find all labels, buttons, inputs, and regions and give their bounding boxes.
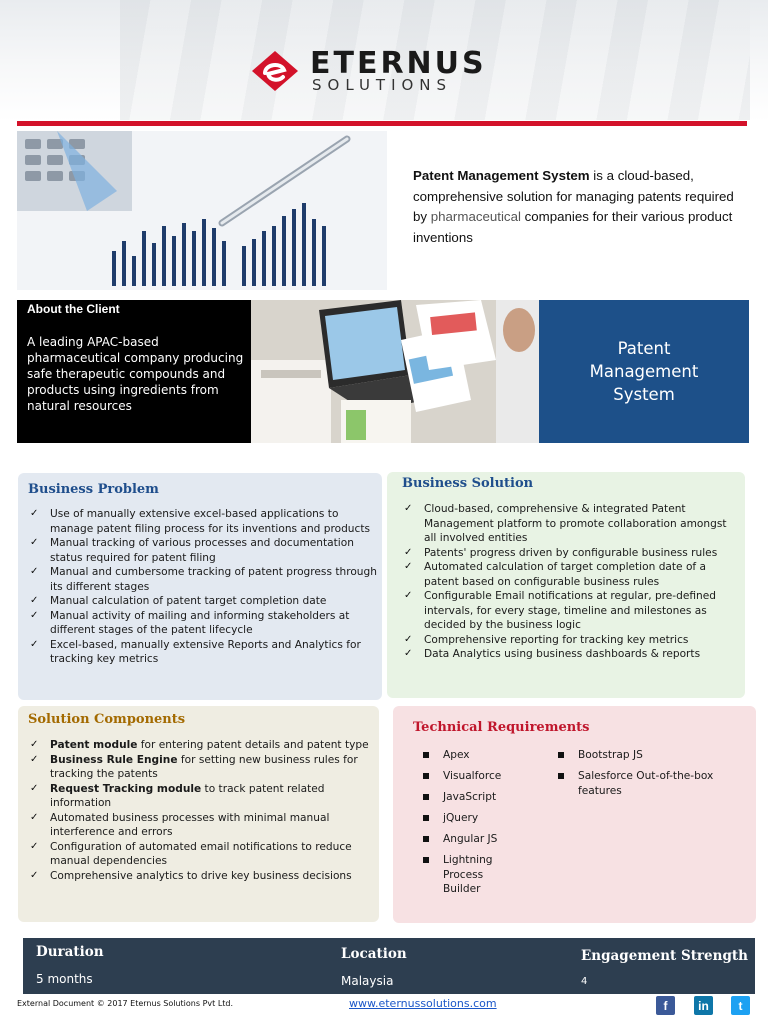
square-bullet-icon	[558, 773, 564, 779]
intro-pharma-word: pharmaceutical	[430, 209, 521, 224]
product-title-text: Patent Management System	[589, 339, 699, 404]
logo-subtitle: SOLUTIONS	[312, 76, 453, 94]
business-problem-title: Business Problem	[28, 482, 159, 497]
list-item: ✓ Excel-based, manually extensive Reports and Analytics for tracking key metrics	[30, 638, 361, 665]
list-item: Bootstrap JS	[556, 748, 726, 763]
about-client-text: A leading APAC-based pharmaceutical company producing safe therapeutic compounds and products using ingredients from natural resources	[27, 335, 244, 413]
business-solution-title: Business Solution	[402, 476, 534, 491]
list-item: ✓ Business Rule Engine for setting new business rules for tracking the patents	[30, 753, 358, 780]
header-banner	[0, 0, 768, 122]
location-label: Location	[341, 946, 407, 962]
check-icon: ✓	[30, 739, 39, 750]
list-item: ✓ Comprehensive reporting for tracking key metrics	[404, 633, 689, 646]
square-bullet-icon	[423, 773, 429, 779]
duration-label: Duration	[36, 944, 104, 960]
about-client-heading: About the Client	[27, 302, 120, 316]
technical-requirements-panel	[393, 706, 756, 923]
check-icon: ✓	[404, 590, 413, 601]
list-item: JavaScript	[421, 790, 541, 805]
technical-requirements-title: Technical Requirements	[413, 720, 590, 735]
square-bullet-icon	[423, 815, 429, 821]
list-item: ✓ Cloud-based, comprehensive & integrated Patent Management platform to promote collaboration amongst all involved entities	[404, 503, 727, 544]
list-item: ✓ Configuration of automated email notifications to reduce manual dependencies	[30, 840, 352, 867]
check-icon: ✓	[30, 753, 39, 765]
website-link[interactable]: www.eternussolutions.com	[349, 997, 497, 1010]
chart-pen-illustration	[17, 131, 387, 290]
engagement-strength-label: Engagement Strength	[581, 948, 748, 964]
about-client-box	[17, 300, 251, 443]
list-item: ✓ Request Tracking module to track patent related information	[30, 782, 325, 809]
check-icon: ✓	[30, 782, 39, 794]
twitter-icon[interactable]: t	[731, 996, 750, 1015]
check-icon: ✓	[404, 633, 413, 645]
business-problem-list	[26, 507, 378, 667]
check-icon: ✓	[30, 508, 39, 519]
list-item: ✓ Comprehensive analytics to drive key business decisions	[30, 869, 352, 882]
intro-text-part-2: companies for their various product inventions	[413, 209, 733, 245]
facebook-icon[interactable]: f	[656, 996, 675, 1015]
check-icon: ✓	[30, 840, 39, 852]
check-icon: ✓	[30, 609, 39, 621]
intro-description	[413, 166, 738, 248]
check-icon: ✓	[404, 546, 413, 558]
list-item: ✓ Use of manually extensive excel-based applications to manage patent filing process for its inventions and products	[30, 508, 371, 535]
square-bullet-icon	[423, 752, 429, 758]
list-item: ✓ Manual tracking of various processes and documentation status required for patent filing	[30, 537, 354, 564]
list-item: jQuery	[421, 811, 541, 826]
square-bullet-icon	[423, 857, 429, 863]
check-icon: ✓	[30, 638, 39, 650]
check-icon: ✓	[404, 648, 413, 659]
business-problem-panel	[18, 473, 382, 700]
linkedin-icon[interactable]: in	[694, 996, 713, 1015]
list-item: Visualforce	[421, 769, 541, 784]
laptop-reports-photo	[251, 300, 539, 443]
square-bullet-icon	[558, 752, 564, 758]
intro-text-part-1: is a cloud-based, comprehensive solution for managing patents required by	[413, 168, 734, 224]
check-icon: ✓	[30, 869, 39, 881]
list-item: ✓ Manual activity of mailing and informing stakeholders at different stages of the patent lifecycle	[30, 609, 350, 636]
solution-components-title: Solution Components	[28, 712, 186, 727]
list-item: ✓ Configurable Email notifications at regular, pre-defined intervals, for every stage, timeline and milestones as decided by the business logic	[404, 590, 717, 631]
list-item: ✓ Patent module for entering patent details and patent type	[30, 739, 369, 751]
check-icon: ✓	[30, 811, 39, 823]
solution-components-list	[26, 738, 379, 883]
list-item: Apex	[421, 748, 541, 763]
check-icon: ✓	[30, 595, 39, 606]
list-item: ✓ Patents' progress driven by configurable business rules	[404, 546, 718, 559]
business-solution-list	[400, 502, 740, 662]
copyright-notice: External Document © 2017 Eternus Solutions Pvt Ltd.	[17, 999, 234, 1008]
eternus-logo-icon	[248, 48, 302, 94]
list-item: Angular JS	[421, 832, 541, 847]
check-icon: ✓	[30, 566, 39, 577]
list-item: Salesforce Out-of-the-box features	[556, 769, 726, 798]
product-name: Patent Management System	[413, 168, 590, 183]
laptop-photo-illustration	[251, 300, 539, 443]
product-title-banner	[539, 300, 749, 443]
list-item: ✓ Manual and cumbersome tracking of patent progress through its different stages	[30, 566, 377, 593]
square-bullet-icon	[423, 794, 429, 800]
business-solution-panel	[387, 472, 745, 698]
square-bullet-icon	[423, 836, 429, 842]
list-item: ✓ Data Analytics using business dashboards & reports	[404, 648, 701, 660]
location-value: Malaysia	[341, 974, 394, 988]
list-item: Lightning Process Builder	[421, 853, 501, 897]
list-item: ✓ Manual calculation of patent target completion date	[30, 595, 327, 607]
list-item: ✓ Automated calculation of target completion date of a patent based on configurable business rules	[404, 561, 707, 588]
tech-list-right	[556, 748, 726, 805]
intro-chart-photo	[17, 131, 387, 290]
tech-list-left	[421, 748, 541, 903]
duration-value: 5 months	[36, 972, 93, 986]
engagement-strength-value: 4	[581, 976, 588, 987]
engagement-summary-band	[23, 938, 755, 994]
company-logo	[248, 48, 487, 94]
check-icon: ✓	[30, 537, 39, 548]
header-divider	[17, 121, 747, 126]
logo-wordmark: ETERNUS	[310, 46, 487, 81]
list-item: ✓ Automated business processes with minimal manual interference and errors	[30, 811, 330, 838]
check-icon: ✓	[404, 561, 413, 572]
solution-components-panel	[18, 706, 379, 922]
check-icon: ✓	[404, 503, 413, 514]
